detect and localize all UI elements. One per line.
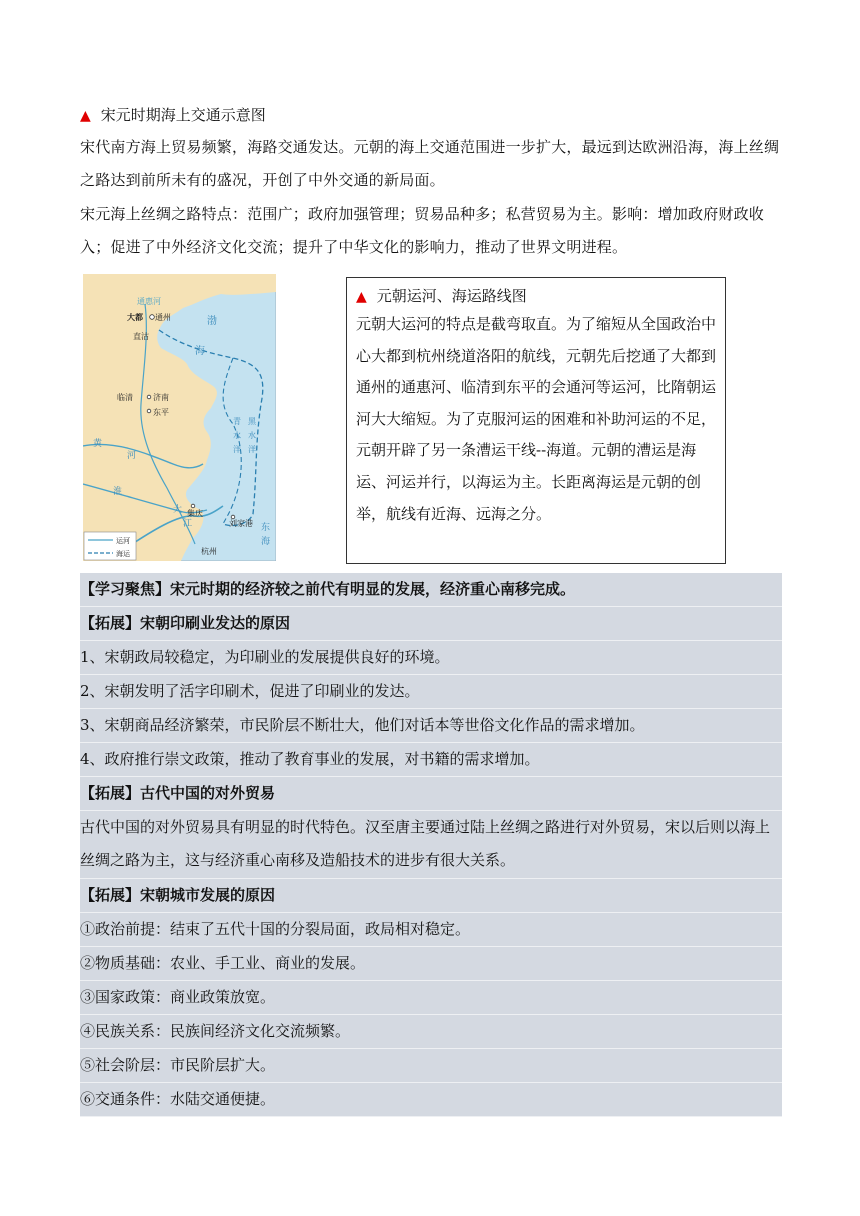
ext3-item: ④民族关系：民族间经济文化交流频繁。	[80, 1015, 782, 1049]
paragraph-silk-road-features: 宋元海上丝绸之路特点：范围广；政府加强管理；贸易品种多；私营贸易为主。影响：增加政府财政收入；促进了中外经济文化交流；提升了中华文化的影响力，推动了世界文明进程。	[80, 205, 765, 256]
label-hai1: 海	[195, 346, 205, 357]
caption-text: 宋元时期海上交通示意图	[100, 106, 266, 124]
label-yang1: 洋	[233, 445, 241, 454]
label-yang2: 洋	[248, 445, 256, 454]
label-tonghuihe: 通惠河	[137, 297, 161, 306]
label-tongzhou: 通州	[155, 313, 171, 322]
ext3-item: ③国家政策：商业政策放宽。	[80, 981, 782, 1015]
ext1-title: 【拓展】宋朝印刷业发达的原因	[80, 607, 782, 641]
ext2-text: 古代中国的对外贸易具有明显的时代特色。汉至唐主要通过陆上丝绸之路进行对外贸易，宋以后则以海上丝绸之路为主，这与经济重心南移及造船技术的进步有很大关系。	[80, 811, 782, 879]
linqing-dot	[147, 395, 151, 399]
box-text: 元朝大运河的特点是截弯取直。为了缩短从全国政治中心大都到杭州绕道洛阳的航线，元朝先后挖通了大都到通州的通惠河、临清到东平的会通河等运河，比隋朝运河大大缩短。为了克服河运的困难和补助河运的不足，元朝开辟了另一条漕运干线--海道。元朝的漕运是海运、河运并行，以海运为主。长距离海运是元朝的创举，航线有近海、远海之分。	[356, 315, 717, 523]
legend-sea-label: 海运	[116, 550, 130, 558]
ext2-title: 【拓展】古代中国的对外贸易	[80, 777, 782, 811]
canal-sea-route-textbox	[346, 277, 726, 564]
ext3-title: 【拓展】宋朝城市发展的原因	[80, 879, 782, 913]
label-hai2: 海	[261, 537, 271, 547]
map-caption	[80, 104, 266, 127]
label-liujiagang: 刘家港	[229, 519, 253, 528]
label-shui1: 水	[233, 431, 241, 440]
label-jinan: 济南	[153, 393, 169, 402]
jiqing-dot	[191, 504, 195, 508]
paragraph-sea-trade: 宋代南方海上贸易频繁，海路交通发达。元朝的海上交通范围进一步扩大，最远到达欧洲沿海，海上丝绸之路达到前所未有的盛况，开创了中外交通的新局面。	[80, 138, 780, 189]
ext1-item: 4、政府推行崇文政策，推动了教育事业的发展，对书籍的需求增加。	[80, 743, 782, 777]
dadu-dot	[150, 315, 155, 320]
label-dadu: 大都	[127, 313, 143, 322]
label-hei: 黑	[248, 417, 256, 426]
label-jiang: 江	[183, 519, 193, 529]
label-dong: 东	[261, 523, 271, 533]
label-dongping: 东平	[153, 408, 169, 417]
label-huang: 黄	[93, 439, 103, 449]
label-bo: 渤	[207, 316, 217, 327]
triangle-icon: ▲	[356, 289, 367, 305]
label-linqing: 临清	[117, 393, 133, 402]
label-huai: 淮	[113, 487, 123, 497]
label-zhigu: 直沽	[133, 332, 149, 341]
study-section	[80, 573, 782, 1117]
ext3-item: ①政治前提：结束了五代十国的分裂局面，政局相对稳定。	[80, 913, 782, 947]
label-hangzhou: 杭州	[201, 547, 217, 556]
ext3-item: ②物质基础：农业、手工业、商业的发展。	[80, 947, 782, 981]
ext3-item: ⑥交通条件：水陆交通便捷。	[80, 1083, 782, 1117]
triangle-icon: ▲	[80, 108, 91, 124]
label-da: 大	[173, 505, 183, 515]
study-focus: 【学习聚焦】宋元时期的经济较之前代有明显的发展，经济重心南移完成。	[80, 573, 782, 607]
label-he: 河	[127, 451, 137, 461]
dongping-dot	[147, 409, 151, 413]
box-caption-text: 元朝运河、海运路线图	[376, 287, 527, 305]
label-shui2: 水	[248, 431, 256, 440]
yuan-canal-sea-route-map	[83, 274, 276, 561]
ext1-item: 3、宋朝商品经济繁荣，市民阶层不断壮大，他们对话本等世俗文化作品的需求增加。	[80, 709, 782, 743]
box-caption	[356, 284, 725, 309]
ext1-item: 1、宋朝政局较稳定，为印刷业的发展提供良好的环境。	[80, 641, 782, 675]
ext3-item: ⑤社会阶层：市民阶层扩大。	[80, 1049, 782, 1083]
label-qing: 青	[233, 417, 241, 426]
map-legend	[84, 532, 136, 560]
legend-canal-label: 运河	[116, 537, 130, 545]
label-jiqing: 集庆	[187, 509, 203, 518]
ext1-item: 2、宋朝发明了活字印刷术，促进了印刷业的发达。	[80, 675, 782, 709]
